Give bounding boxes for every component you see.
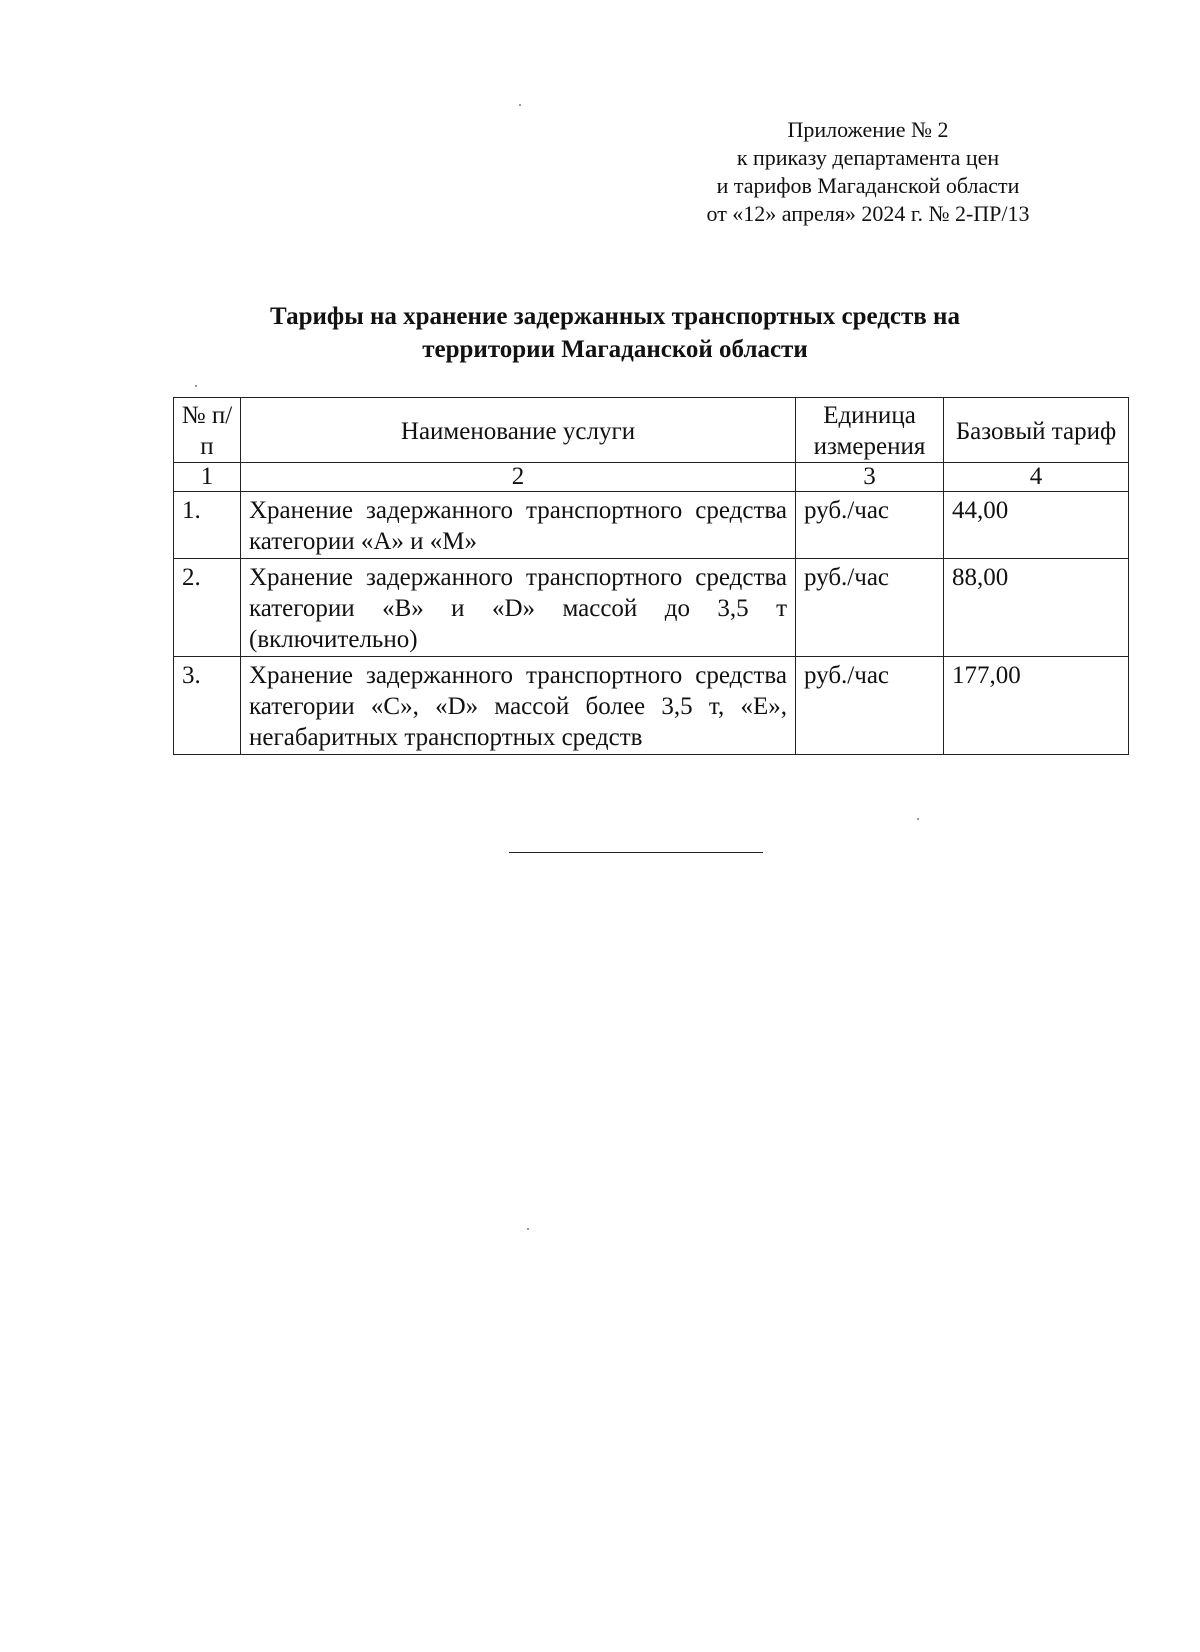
scan-speck <box>195 385 197 387</box>
base-tariff-value: 44,00 <box>944 492 1129 559</box>
column-number: 3 <box>796 463 944 492</box>
row-number: 3. <box>174 657 241 755</box>
appendix-line: от «12» апреля» 2024 г. № 2-ПР/13 <box>706 201 1030 226</box>
service-description: Хранение задержанного транспортного средства категории «В» и «D» массой до 3,5 т (включительно) <box>241 559 796 657</box>
scan-speck <box>917 818 919 820</box>
service-description: Хранение задержанного транспортного средства категории «С», «D» массой более 3,5 т, «Е», негабаритных транспортных средств <box>241 657 796 755</box>
appendix-line: к приказу департамента цен <box>736 145 1000 170</box>
table-header-row <box>174 398 1129 463</box>
column-numbering-row <box>174 463 1129 492</box>
header-service-name: Наименование услуги <box>241 398 796 463</box>
row-number: 2. <box>174 559 241 657</box>
appendix-line: Приложение № 2 <box>787 117 949 142</box>
base-tariff-value: 177,00 <box>944 657 1129 755</box>
header-base-tariff: Базовый тариф <box>944 398 1129 463</box>
tariff-table <box>173 397 1129 755</box>
header-num: № п/п <box>174 398 241 463</box>
unit-of-measure: руб./час <box>796 559 944 657</box>
base-tariff-value: 88,00 <box>944 559 1129 657</box>
row-number: 1. <box>174 492 241 559</box>
appendix-line: и тарифов Магаданской области <box>716 173 1020 198</box>
title-line: территории Магаданской области <box>422 336 808 363</box>
unit-of-measure: руб./час <box>796 492 944 559</box>
table-row <box>174 492 1129 559</box>
table-row <box>174 657 1129 755</box>
scan-speck <box>527 1228 529 1230</box>
document-title <box>200 300 1030 366</box>
scan-speck <box>519 104 521 106</box>
unit-of-measure: руб./час <box>796 657 944 755</box>
column-number: 2 <box>241 463 796 492</box>
column-number: 4 <box>944 463 1129 492</box>
table-row <box>174 559 1129 657</box>
header-unit: Единица измерения <box>796 398 944 463</box>
service-description: Хранение задержанного транспортного средства категории «А» и «М» <box>241 492 796 559</box>
title-line: Тарифы на хранение задержанных транспортных средств на <box>270 303 960 330</box>
column-number: 1 <box>174 463 241 492</box>
appendix-header <box>650 116 1086 228</box>
end-of-document-rule <box>509 852 763 853</box>
